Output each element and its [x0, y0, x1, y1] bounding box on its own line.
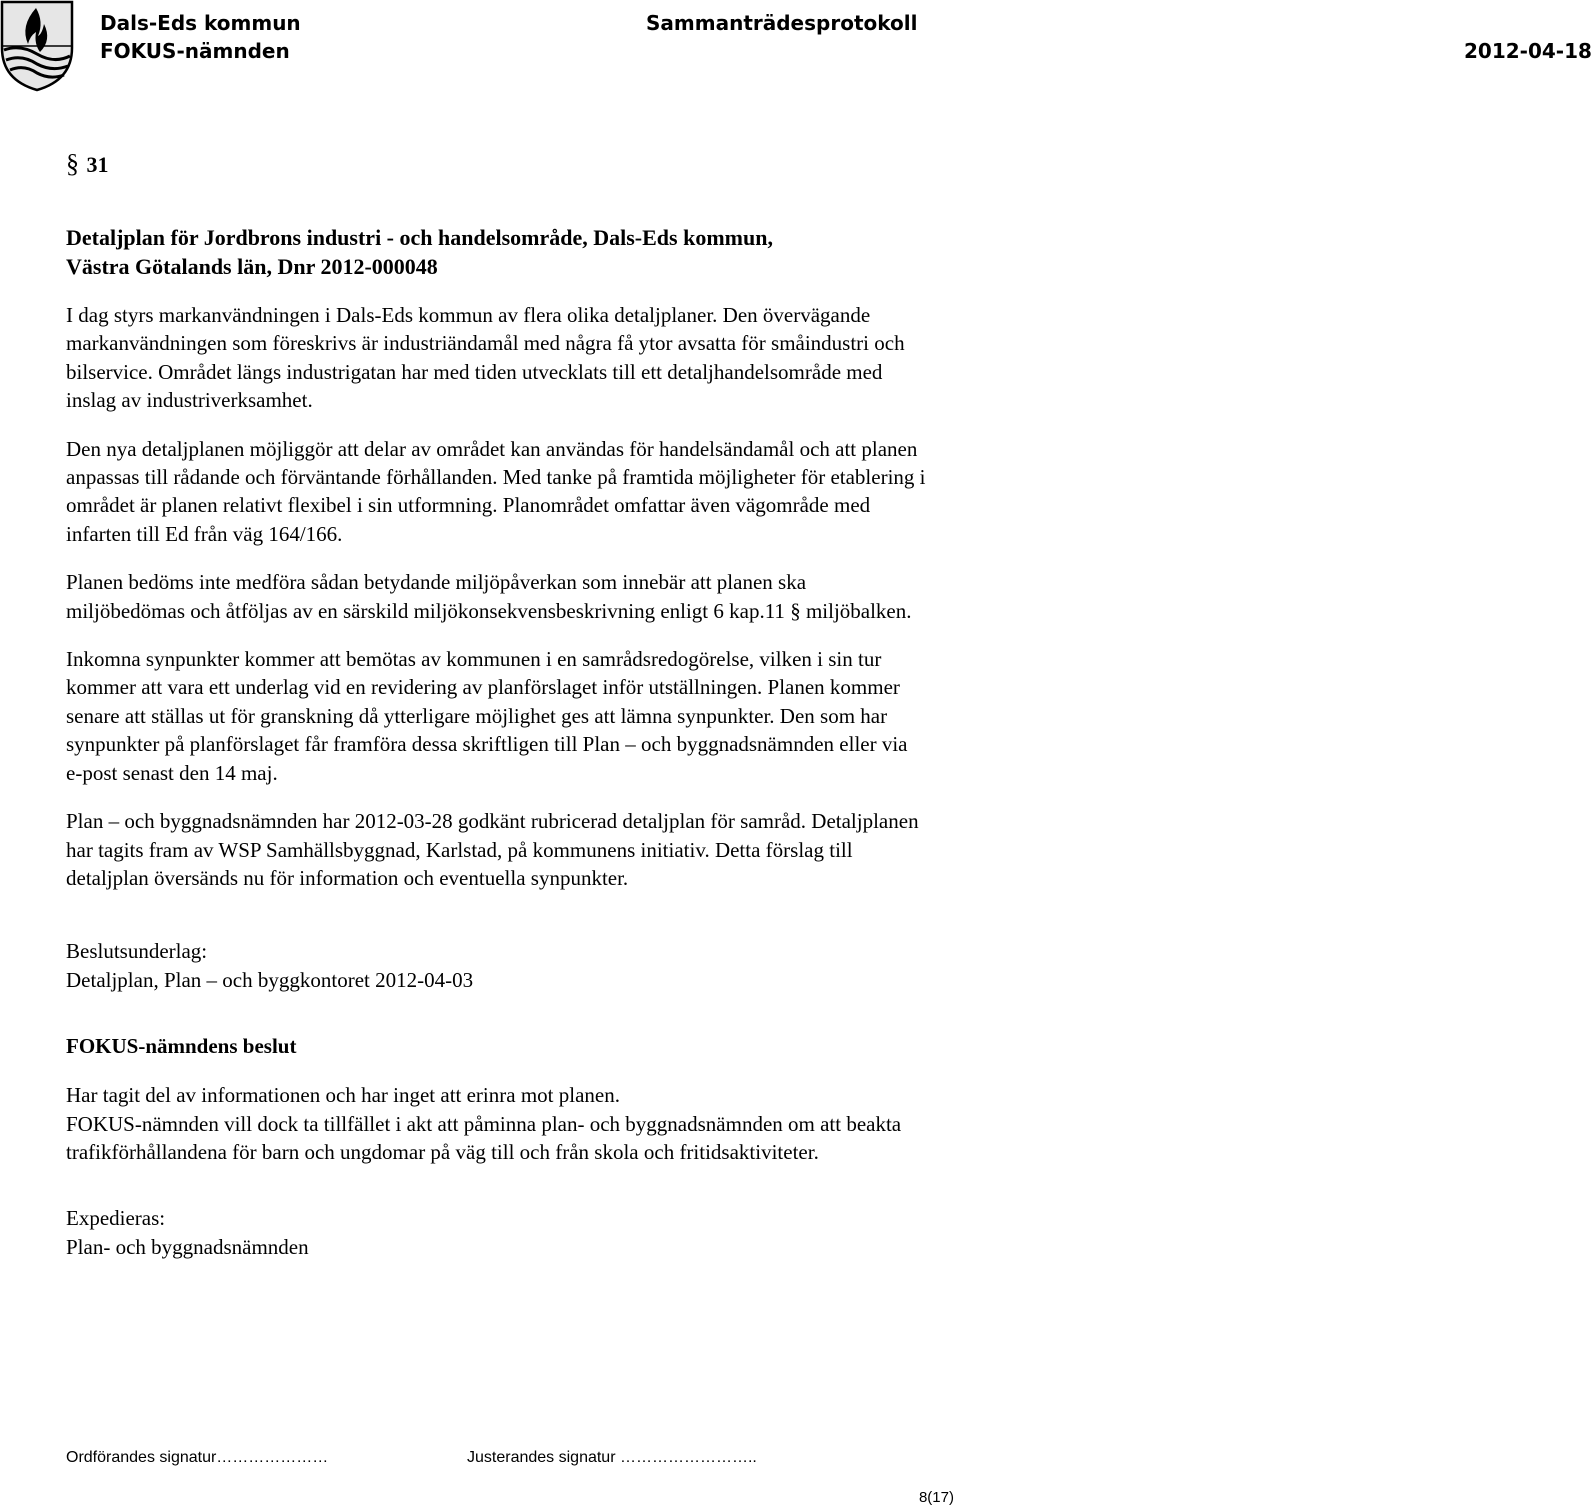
decision-line-2: FOKUS-nämnden vill dock ta tillfället i akt att påminna plan- och byggnadsnämnden om att beakta trafikförhållandena för barn och ungdomar på väg till och från skola och fritidsaktiviteter. — [66, 1111, 902, 1164]
dispatch-label: Expedieras: — [66, 1206, 166, 1231]
section-number — [66, 150, 926, 178]
section-number-value: 31 — [86, 152, 109, 177]
decision-line-1: Har tagit del av informationen och har inget att erinra mot planen. — [66, 1083, 620, 1108]
committee-name: FOKUS-nämnden — [100, 39, 290, 63]
dispatch-value: Plan- och byggnadsnämnden — [66, 1234, 309, 1259]
page-number: 8(17) — [918, 1489, 954, 1506]
paragraph-5: Plan – och byggnadsnämnden har 2012-03-28 godkänt rubricerad detaljplan för samråd. Detaljplanen har tagits fram av WSP Samhällsbyggnad, Karlstad, på kommunens initiativ. Detta förslag till detaljplan översänds nu för information och eventuella synpunkter. — [66, 809, 919, 890]
dals-eds-coat-of-arms-icon — [0, 0, 74, 92]
chair-signature: Ordförandes signatur………………… — [66, 1449, 329, 1466]
section-title — [66, 223, 926, 281]
paragraph-4: Inkomna synpunkter kommer att bemötas av kommunen i en samrådsredogörelse, vilken i sin tur kommer att vara ett underlag vid en revidering av planförslaget inför utställningen. Planen kommer senare att ställas ut för granskning då ytterligare möjlighet ges att lämna synpunkter. Den som har synpunkter på planförslaget får framföra dessa skriftligen till Plan – och byggnadsnämnden eller via e-post senast den 14 maj. — [66, 647, 908, 785]
header-left — [100, 9, 301, 65]
section-title-line1: Detaljplan för Jordbrons industri - och handelsområde, Dals-Eds kommun, — [66, 225, 773, 250]
adjuster-signature: Justerandes signatur …………………….. — [467, 1449, 757, 1466]
paragraph-3-text-a: Planen bedöms inte medföra sådan betydande miljöpåverkan som innebär att planen ska miljöbedömas och åtföljas av en särskild miljökonsekvensbeskrivning enligt 6 kap.11 — [66, 570, 807, 623]
municipality-name: Dals-Eds kommun — [100, 11, 301, 35]
paragraph-2: Den nya detaljplanen möjliggör att delar av området kan användas för handelsändamål och att planen anpassas till rådande och förväntande förhållanden. Med tanke på framtida möjligheter för etablering i området är planen relativt flexibel i sin utformning. Planområdet omfattar även vägområde med infarten till Ed från väg 164/166. — [66, 436, 926, 546]
paragraph-3-section-symbol: § — [790, 598, 801, 623]
header-right — [646, 9, 1592, 65]
spacer — [66, 912, 926, 937]
basis-label: Beslutsunderlag: — [66, 939, 208, 964]
section-title-line2: Västra Götalands län, Dnr 2012-000048 — [66, 254, 438, 279]
meeting-date: 2012-04-18 — [1464, 39, 1592, 63]
paragraph-1: I dag styrs markanvändningen i Dals-Eds kommun av flera olika detaljplaner. Den övervägande markanvändningen som föreskrivs är industriändamål med några få ytor avsatta för småindustri och bilservice. Området längs industrigatan har med tiden utvecklats till ett detaljhandelsområde med inslag av industriverksamhet. — [66, 303, 905, 413]
paragraph-3-text-b: miljöbalken. — [800, 598, 912, 623]
spacer — [66, 1166, 926, 1204]
protocol-body — [66, 150, 926, 1261]
spacer — [66, 994, 926, 1032]
paragraph-3 — [66, 568, 926, 625]
document-type: Sammanträdesprotokoll — [646, 11, 918, 35]
basis-value: Detaljplan, Plan – och byggkontoret 2012-04-03 — [66, 967, 474, 992]
decision-heading: FOKUS-nämndens beslut — [66, 1034, 297, 1059]
section-symbol: § — [66, 149, 79, 178]
